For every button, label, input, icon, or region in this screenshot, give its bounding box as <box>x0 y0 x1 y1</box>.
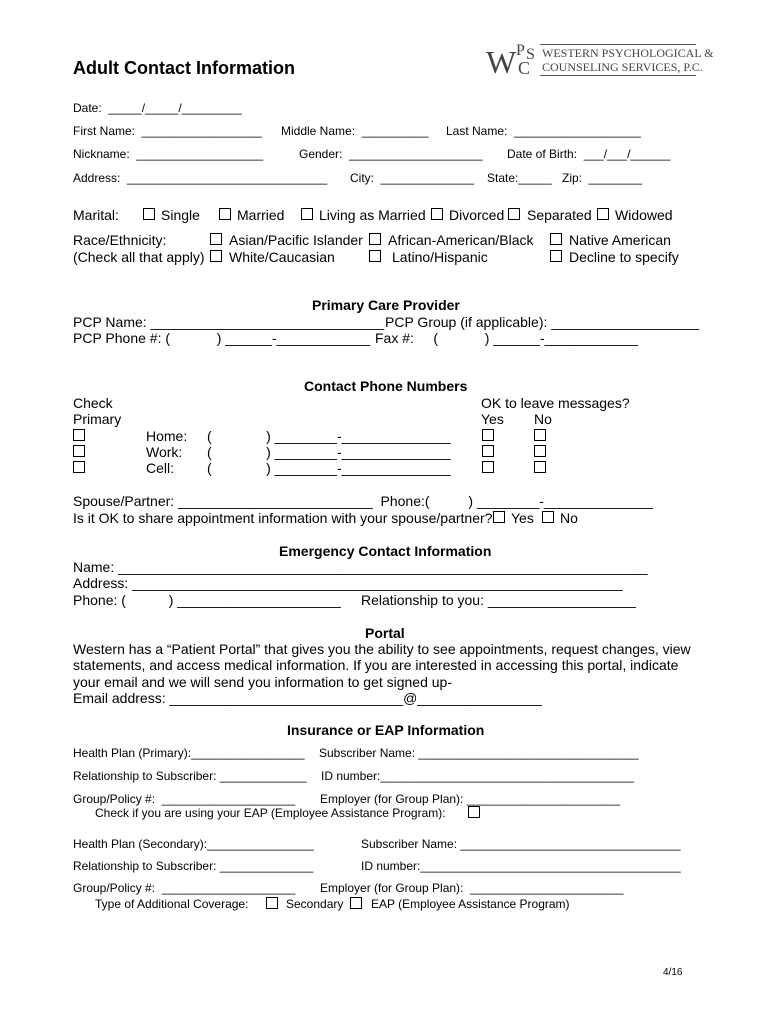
emergency-heading: Emergency Contact Information <box>279 543 492 559</box>
home-label: Home: <box>146 428 188 444</box>
race-label: Race/Ethnicity: <box>73 232 167 248</box>
marital-single-checkbox[interactable] <box>143 208 155 220</box>
cell-primary-checkbox[interactable] <box>73 461 85 473</box>
primary-label: Primary <box>73 411 122 427</box>
coverage-eap-checkbox[interactable] <box>350 897 362 909</box>
race-african-american-checkbox[interactable] <box>369 233 381 245</box>
last-name-field[interactable]: Last Name: ___________________ <box>446 124 641 138</box>
spouse-partner-field[interactable]: Spouse/Partner: _________________________ Phone:( ) ________-______________ <box>73 493 653 509</box>
home-messages-no-checkbox[interactable] <box>534 429 546 441</box>
marital-widowed-checkbox[interactable] <box>597 208 609 220</box>
check-label: Check <box>73 395 113 411</box>
subscriber-name-secondary-field[interactable]: Subscriber Name: _________________________________ <box>361 837 681 851</box>
address-field[interactable]: Address: ______________________________ <box>73 171 328 185</box>
marital-divorced-label: Divorced <box>449 207 505 223</box>
id-number-secondary-field[interactable]: ID number:_______________________________________ <box>361 859 681 873</box>
share-no-checkbox[interactable] <box>542 511 554 523</box>
emergency-relationship-field[interactable]: Relationship to you: ___________________ <box>361 592 636 608</box>
marital-married-label: Married <box>237 207 285 223</box>
pcp-group-field[interactable]: PCP Group (if applicable): ___________________ <box>385 314 700 330</box>
cell-messages-no-checkbox[interactable] <box>534 461 546 473</box>
share-yes-label: Yes <box>511 510 534 526</box>
race-white-checkbox[interactable] <box>210 250 222 262</box>
zip-field[interactable]: Zip: ________ <box>562 171 643 185</box>
health-plan-secondary-field[interactable]: Health Plan (Secondary):________________ <box>73 837 314 851</box>
page-number: 4/16 <box>663 967 683 978</box>
company-logo: W P S C WESTERN PSYCHOLOGICAL & COUNSELING SERVICES, P.C. <box>486 42 714 80</box>
coverage-secondary-label: Secondary <box>286 897 344 911</box>
middle-name-field[interactable]: Middle Name: __________ <box>281 124 429 138</box>
logo-line-1: WESTERN PSYCHOLOGICAL & <box>542 46 714 60</box>
share-info-question: Is it OK to share appointment information with your spouse/partner? <box>73 510 493 526</box>
date-field[interactable]: Date: _____/_____/_________ <box>73 101 242 115</box>
marital-living-as-married-checkbox[interactable] <box>301 208 313 220</box>
race-african-american-label: African-American/Black <box>388 232 534 248</box>
pcp-heading: Primary Care Provider <box>312 297 460 313</box>
race-native-american-label: Native American <box>569 232 671 248</box>
marital-separated-checkbox[interactable] <box>508 208 520 220</box>
emergency-name-field[interactable]: Name: ____________________________________________________________________ <box>73 559 648 575</box>
emergency-phone-field[interactable]: Phone: ( ) _____________________ <box>73 592 341 608</box>
race-decline-checkbox[interactable] <box>550 250 562 262</box>
eap-check-label: Check if you are using your EAP (Employee Assistance Program): <box>95 806 446 820</box>
race-white-label: White/Caucasian <box>229 249 335 265</box>
race-latino-label: Latino/Hispanic <box>392 249 488 265</box>
nickname-field[interactable]: Nickname: ___________________ <box>73 147 264 161</box>
marital-living-as-married-label: Living as Married <box>319 207 426 223</box>
share-no-label: No <box>560 510 578 526</box>
race-sublabel: (Check all that apply) <box>73 249 205 265</box>
marital-single-label: Single <box>161 207 200 223</box>
messages-no-header: No <box>534 411 552 427</box>
portal-email-field[interactable]: Email address: ______________________________@________________ <box>73 690 542 706</box>
cell-messages-yes-checkbox[interactable] <box>482 461 494 473</box>
portal-heading: Portal <box>365 625 405 641</box>
pcp-name-field[interactable]: PCP Name: ______________________________ <box>73 314 385 330</box>
portal-text-line-1: Western has a “Patient Portal” that gives you the ability to see appointments, request changes, view <box>73 641 691 657</box>
portal-text-line-3: your email and we will send you information to get signed up- <box>73 674 452 690</box>
race-asian-label: Asian/Pacific Islander <box>229 232 363 248</box>
page-title: Adult Contact Information <box>73 58 295 78</box>
ok-messages-label: OK to leave messages? <box>481 395 630 411</box>
city-field[interactable]: City: ______________ <box>350 171 475 185</box>
cell-phone-field[interactable]: ( ) ________-______________ <box>207 460 451 476</box>
work-label: Work: <box>146 444 183 460</box>
eap-checkbox[interactable] <box>468 806 480 818</box>
marital-widowed-label: Widowed <box>615 207 673 223</box>
employer-secondary-field[interactable]: Employer (for Group Plan): _______________________ <box>320 881 624 895</box>
id-number-primary-field[interactable]: ID number:______________________________________ <box>321 769 634 783</box>
health-plan-primary-field[interactable]: Health Plan (Primary):_________________ <box>73 746 305 760</box>
emergency-address-field[interactable]: Address: _______________________________________________________________ <box>73 575 623 591</box>
coverage-eap-label: EAP (Employee Assistance Program) <box>371 897 570 911</box>
share-yes-checkbox[interactable] <box>493 511 505 523</box>
race-native-american-checkbox[interactable] <box>550 233 562 245</box>
cell-label: Cell: <box>146 460 175 476</box>
portal-text-line-2: statements, and access medical information. If you are interested in accessing this portal, indicate <box>73 657 679 673</box>
work-messages-no-checkbox[interactable] <box>534 445 546 457</box>
contact-phones-heading: Contact Phone Numbers <box>304 378 468 394</box>
home-primary-checkbox[interactable] <box>73 429 85 441</box>
home-phone-field[interactable]: ( ) ________-______________ <box>207 428 451 444</box>
messages-yes-header: Yes <box>481 411 504 427</box>
relationship-subscriber-primary-field[interactable]: Relationship to Subscriber: _____________ <box>73 769 307 783</box>
subscriber-name-primary-field[interactable]: Subscriber Name: _________________________________ <box>319 746 639 760</box>
coverage-type-label: Type of Additional Coverage: <box>95 897 249 911</box>
employer-primary-field[interactable]: Employer (for Group Plan): _______________________ <box>320 792 621 806</box>
race-latino-checkbox[interactable] <box>369 250 381 262</box>
work-messages-yes-checkbox[interactable] <box>482 445 494 457</box>
logo-monogram: W <box>486 44 514 80</box>
dob-field[interactable]: Date of Birth: ___/___/______ <box>507 147 671 161</box>
work-phone-field[interactable]: ( ) ________-______________ <box>207 444 451 460</box>
marital-separated-label: Separated <box>527 207 592 223</box>
coverage-secondary-checkbox[interactable] <box>266 897 278 909</box>
race-decline-label: Decline to specify <box>569 249 679 265</box>
state-field[interactable]: State:_____ <box>487 171 552 185</box>
gender-field[interactable]: Gender: ____________________ <box>299 147 483 161</box>
insurance-heading: Insurance or EAP Information <box>287 722 485 738</box>
home-messages-yes-checkbox[interactable] <box>482 429 494 441</box>
marital-married-checkbox[interactable] <box>219 208 231 220</box>
group-policy-secondary-field[interactable]: Group/Policy #: ____________________ <box>73 881 296 895</box>
race-asian-checkbox[interactable] <box>210 233 222 245</box>
work-primary-checkbox[interactable] <box>73 445 85 457</box>
marital-divorced-checkbox[interactable] <box>431 208 443 220</box>
group-policy-primary-field[interactable]: Group/Policy #: ____________________ <box>73 792 296 806</box>
marital-label: Marital: <box>73 207 119 223</box>
first-name-field[interactable]: First Name: __________________ <box>73 124 262 138</box>
pcp-phone-field[interactable]: PCP Phone #: ( ) ______-____________ <box>73 330 371 346</box>
logo-line-2: COUNSELING SERVICES, P.C. <box>542 60 703 74</box>
pcp-fax-field[interactable]: Fax #: ( ) ______-____________ <box>375 330 639 346</box>
relationship-subscriber-secondary-field[interactable]: Relationship to Subscriber: ______________ <box>73 859 314 873</box>
